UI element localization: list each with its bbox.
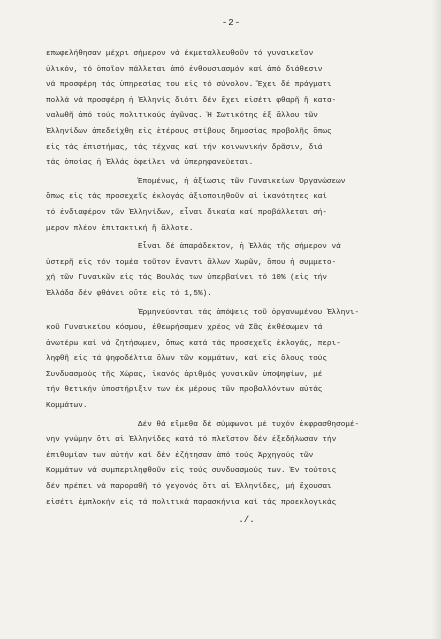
continuation-mark: ./. bbox=[238, 515, 255, 526]
paragraph-2 bbox=[46, 175, 417, 237]
text-line: νά προσφέρη τάς ὑπηρεσίας του εἰς τό σύνολον. Ἔχει δέ πράγματι bbox=[46, 81, 332, 90]
text-line: ναλωθῆ ἀπό τούς πολιτικούς ἀγῶνας. Ἡ Σωτικότης ἐξ ἄλλου τῶν bbox=[46, 112, 318, 121]
text-line: τό ἐνδιαφέρον τῶν Ἑλληνίδων, εἶναι δικαία καί προβάλλεται σή- bbox=[46, 208, 328, 217]
text-line: ὑστερῆ εἰς τόν τομέα τοῦτον ἔναντι ἄλλων Χωρῶν, ὅπου ἡ συμμετο- bbox=[46, 258, 337, 267]
text-line: κοῦ Γυναικείου κόσμου, ἐθεωρήσαμεν χρέος νά Σᾶς ἐκθέσωμεν τά bbox=[46, 324, 323, 333]
text-line: Ἑρμηνεύονται τάς ἀπόψεις τοῦ ὀργανωμένου Ἑλληνι- bbox=[138, 308, 360, 317]
text-line: Ἑλλάδα δέν φθάνει οὔτε εἰς τό 1,5%). bbox=[46, 289, 212, 298]
paragraph-5 bbox=[46, 418, 417, 512]
text-line: ὑλικόν, τό ὁποῖον πάλλεται ἀπό ἐνθουσιασμόν καί ἀπό διάθεσιν bbox=[46, 65, 323, 74]
text-line: ὅπως εἰς τάς προσεχεῖς ἐκλογάς ἀξιοποιηθοῦν αἱ ἱκανότητες καί bbox=[46, 193, 328, 202]
text-line: νην γνώμην ὅτι αἱ Ἑλληνίδες κατά τό πλεῖστον δέν ἐξεδήλωσαν τήν bbox=[46, 436, 337, 445]
text-line: ληφθῆ εἰς τά ψηφοδέλτια ὅλων τῶν κομμάτων, καί εἰς ὅλους τούς bbox=[46, 355, 328, 364]
text-line: Κομμάτων νά συμπεριληφθοῦν εἰς τούς συνδυασμούς των. Ἐν τούτοις bbox=[46, 467, 337, 476]
text-line: τάς ὁποίας ἡ Ἑλλάς ὀφείλει νά ὑπερηφανεύεται. bbox=[46, 159, 254, 168]
text-line: επωφελήθησαν μέχρι σήμερον νά έκμεταλλευθοῦν τό γυναικεῖον bbox=[46, 50, 314, 58]
text-line: εἰσέτι ἐμπλοκήν εἰς τά πολιτικά παρασκήνια καί τάς προεκλογικάς bbox=[46, 498, 337, 507]
paragraph-1 bbox=[46, 47, 417, 172]
text-line: χή τῶν Γυναικῶν εἰς τάς Βουλάς των ὑπερβαίνει τό 10% (εἰς τήν bbox=[46, 274, 328, 283]
text-line: πολλά νά προσφέρη ἡ Ἑλληνίς διότι δέν ἔχει εἰσέτι φθαρῆ ἤ κατα- bbox=[46, 96, 337, 105]
text-line: εἰς τάς ἐπιστήμας, τάς τέχνας καί τήν κοινωνικήν δρᾶσιν, διά bbox=[46, 143, 323, 152]
text-line: τήν θετικήν ὑποστήριξιν των ἐκ μέρους τῶν προβαλλόντων αὐτάς bbox=[46, 386, 323, 395]
text-line: Κομμάτων. bbox=[46, 402, 88, 411]
paragraph-4 bbox=[46, 306, 417, 415]
page-number: -2- bbox=[221, 18, 242, 28]
text-line: Δέν θά εἴμεθα δέ σύμφωνοι μέ τυχόν ἐκφρασθησομέ- bbox=[138, 420, 360, 429]
text-line: ἀνωτέρω καί νά ζητήσωμεν, ὅπως κατά τάς προσεχεῖς ἐκλογάς, περι- bbox=[46, 339, 341, 348]
text-line: μερον πλέον ἐπιτακτική ἤ ἄλλοτε. bbox=[46, 224, 194, 233]
text-line: δέν πρέπει νά παροραθῆ τό γεγονός ὅτι αἱ Ἑλληνίδες, μή ἔχουσαι bbox=[46, 483, 332, 492]
paragraph-3 bbox=[46, 240, 417, 302]
text-line: Εἶναι δέ ἀπαράδεκτον, ἡ Ἑλλάς τῆς σήμερον νά bbox=[138, 243, 341, 252]
text-line: Συνδυασμούς τῆς Χώρας, ἱκανός ἀριθμός γυναικῶν ὑποψηφίων, μέ bbox=[46, 370, 323, 379]
text-line: Ἑλληνίδων ἀπεδείχθη εἰς ἑτέρους στίβους δημοσίας προβολῆς ὅπως bbox=[46, 127, 332, 136]
text-line: Ἐπομένως, ἡ ἀξίωσις τῶν Γυναικείων Ὀργανώσεων bbox=[138, 177, 346, 186]
text-line: ἐπιθυμίαν των αὐτήν καί δέν ἐζήτησαν ἀπό τούς Ἀρχηγούς τῶν bbox=[46, 451, 314, 460]
